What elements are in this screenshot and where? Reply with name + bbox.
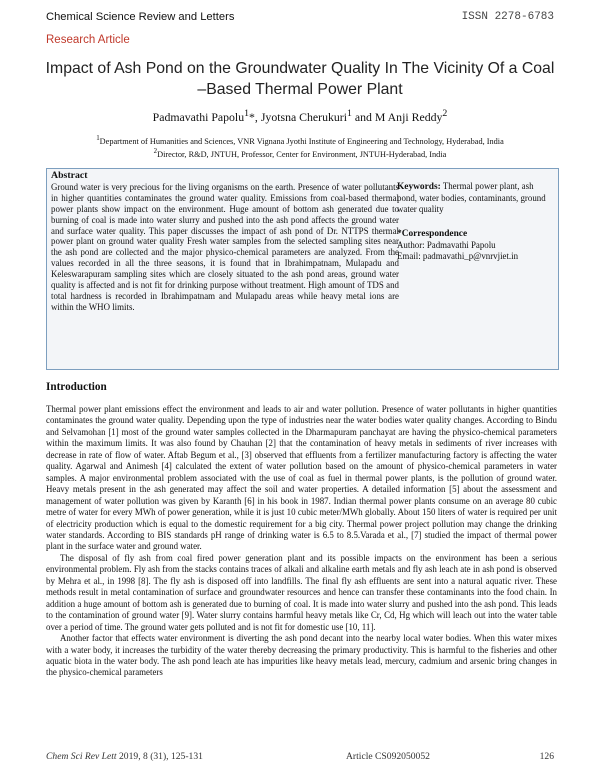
author-2: Jyotsna Cherukuri — [260, 109, 348, 124]
affiliation-1-text: Department of Humanities and Sciences, VNR Vignana Jyothi Institute of Engineering and Technology, Hyderabad, India — [99, 136, 504, 146]
section-heading-introduction: Introduction — [46, 381, 107, 393]
keywords — [397, 181, 553, 215]
journal-abbrev: Chem Sci Rev Lett — [46, 751, 117, 762]
affiliation-1-num: 1 — [96, 135, 100, 142]
correspondence-label: *Correspondence — [397, 228, 468, 239]
keywords-text: Thermal power plant, ash pond, water bodies, contaminants, ground water quality — [397, 181, 546, 214]
author-2-affil: 1 — [347, 108, 352, 119]
journal-name: Chemical Science Review and Letters — [46, 11, 235, 23]
affiliation-2 — [40, 147, 560, 160]
paragraph: Another factor that effects water environment is diverting the ash pond decant into the nearby local water bodies. When this water mixes with a water body, it increases the turbidity of the water thereby decreasing the primary productivity. This is harmful to the fisheries and other aquatic biota in the water body. The ash pond leach ate has impurities like heavy metals lead, mercury, cadmium and arsenic bring changes in the physico-chemical parameters — [46, 633, 557, 678]
affiliations — [40, 134, 560, 161]
correspondence — [397, 228, 553, 262]
author-3: M Anji Reddy — [374, 109, 443, 124]
corresponding-mark: * — [249, 109, 255, 124]
abstract-sidebar — [397, 181, 553, 261]
journal-citation — [46, 751, 203, 762]
affiliation-1 — [40, 134, 560, 147]
article-type: Research Article — [46, 34, 130, 46]
author-sep: and — [351, 109, 375, 124]
author-1-affil: 1 — [244, 108, 250, 119]
page-number: 126 — [539, 751, 554, 762]
keywords-label: Keywords: — [397, 182, 441, 192]
paper-title: Impact of Ash Pond on the Groundwater Quality In The Vicinity Of a Coal –Based Thermal Power Plant — [45, 60, 555, 98]
issn: ISSN 2278-6783 — [461, 11, 554, 23]
journal-volume: 2019, 8 (31), 125-131 — [116, 751, 203, 762]
correspondence-email[interactable]: Email: padmavathi_p@vnrvjiet.in — [397, 250, 519, 261]
author-list — [40, 108, 560, 125]
paragraph: The disposal of fly ash from coal fired power generation plant and its possible impacts on the environment has been a serious environmental problem. Fly ash from the stacks contains traces of alkali and alkaline earth metals and fly ash leach ate in ash pond is observed by Mehra et al., in 1998 [8]. The fly ash is disposed off into landfills. The final fly ash effluents are sent into a natural aquatic river. These methods result in metal contamination of surface and groundwater resources and hence can transfer these contaminants into the food chain. In addition a huge amount of bottom ash is generated due to burning of coal. It is made into water slurry and pushed into the ash pond. This leads to the contamination of ground water [9]. Water slurry contains harmful heavy metals like Cr, Cd, Hg which will leach out into the water table over a period of time. The ground water gets polluted and is not fit for domestic use [10, 11]. — [46, 552, 557, 632]
body-text — [46, 404, 557, 679]
paragraph: Thermal power plant emissions effect the environment and leads to air and water pollution. Presence of water pollutants in higher quantities contaminates the ground water quality. Depending upon the type of industries near the water bodies water quality changes. According to Bindu and Selvamohan [1] most of the ground water samples collected in the Dharmapuram panchayat are having the physico-chemical parameters within the maximum limits. It was also found by Chauhan [2] that the contamination of heavy metals in sediments of river increases with decrease in rate of flow of water. Aftab Begum et al., [3] observed that effluents from a fertilizer manufacturing factory is affecting the water quality. Agarwal and Animesh [4] calculated the extent of water pollution based on the amount of physico-chemical parameters in water samples. A major environmental problem associated with the use of coal as fuel in thermal power plants, is the pollution of ground water. Heavy metals present in the ash generated may affect the soil and water properties. A detailed information [5] about the assessment and management of water pollution was given by Karanth [6] in his book in 1987. Indian thermal power plants consume on an average 80 cubic metre of water for every MWh of power generation, while it is just 10 cubic meter/MWh globally. About 150 liters of water is required per unit of electricity production which is equal to the domestic requirement for a big city. Thermal power project pollution may change the drinking water standards. According to BIS standards pH range of drinking water is 6.5 to 8.5.Varada et al., [7] studied the impact of thermal power plant in the surface water and ground water. — [46, 404, 557, 552]
affiliation-2-num: 2 — [153, 148, 158, 156]
correspondence-author: Author: Padmavathi Papolu — [397, 239, 496, 250]
article-id: Article CS092050052 — [346, 751, 430, 762]
author-3-affil: 2 — [442, 108, 448, 119]
author-sep: , — [254, 109, 261, 124]
abstract-text: Ground water is very precious for the living organisms on the earth. Presence of water pollutants in higher quantities contaminates the ground water quality. Emissions from coal-based thermal power plants show impact on the environment. Huge amount of bottom ash generated due to burning of coal is made into water slurry and pushed into the ash pond affects the ground water and surface water quality. This paper discusses the impact of ash pond of Dr. NTTPS thermal power plant on ground water quality Fresh water samples from the selected sampling sites near the ash pond are collected and the major physico-chemical parameters are analyzed. From the values recorded in all the three seasons, it is found that in Ibrahimpatnam, Mulapadu and Keleswarapuram sampling sites which are closely situated to the ash pond areas, ground water quality is affected and is not fit for drinking purpose without treatment. High amount of TDS and total hardness is recorded in Ibrahimpatnam and Mulapadu areas while heavy metal ions are within the WHO limits. — [51, 181, 399, 312]
author-1: Padmavathi Papolu — [152, 109, 245, 124]
abstract-box — [46, 168, 559, 370]
abstract — [51, 171, 399, 313]
abstract-label: Abstract — [51, 170, 88, 181]
affiliation-2-text: Director, R&D, JNTUH, Professor, Center for Environment, JNTUH-Hyderabad, India — [157, 150, 447, 160]
